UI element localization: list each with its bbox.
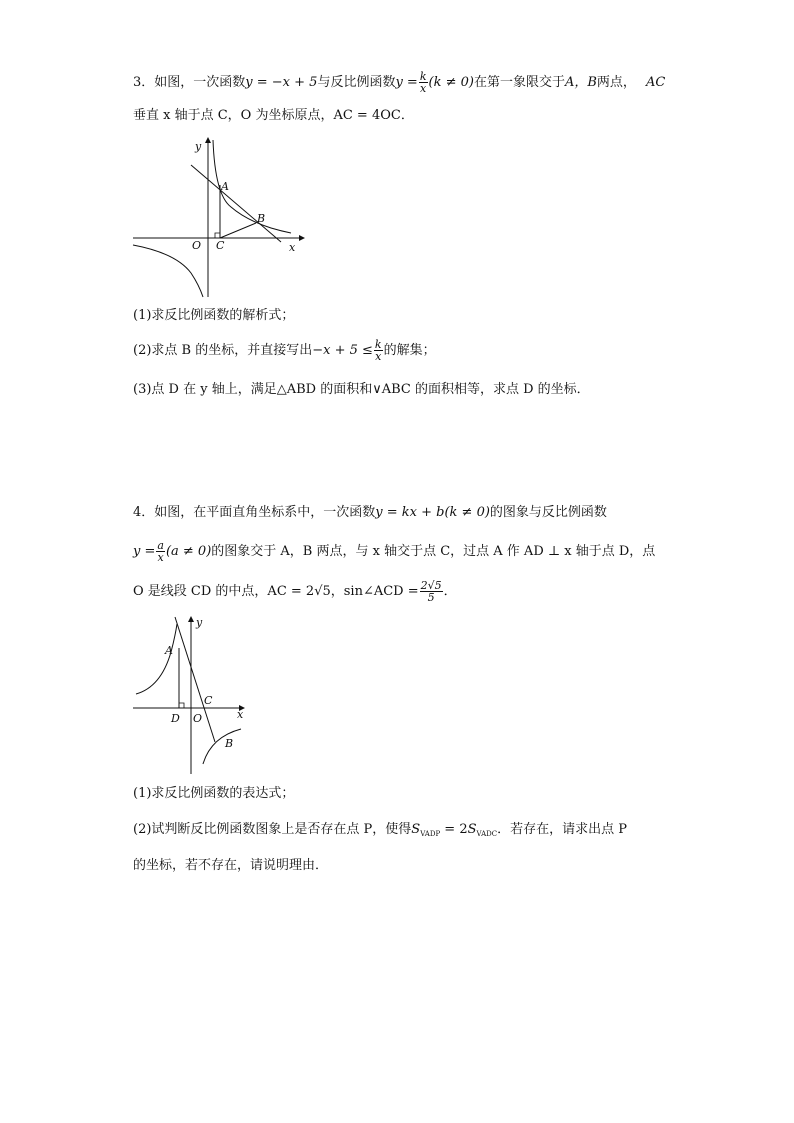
p3-frac-den: x — [420, 82, 427, 95]
p3-label-O: O — [192, 239, 202, 252]
p3-q2 — [133, 339, 436, 362]
p4-eq1: y = kx + b(k ≠ 0) — [375, 505, 490, 520]
p3-q2-frac-den: x — [375, 350, 382, 363]
p3-hyperbola-q3 — [133, 245, 203, 297]
p4-frac-num: a — [157, 539, 164, 552]
p3-right-angle-icon — [215, 233, 220, 238]
p3-text-f: AC — [645, 75, 666, 90]
p3-q2-text-b: 的解集； — [383, 343, 436, 358]
p4-hyperbola-q4 — [203, 729, 241, 764]
p4-frac2 — [420, 580, 443, 603]
p3-q2-eq: −x + 5 ≤ — [312, 343, 373, 358]
p4-frac2-den: 5 — [427, 591, 435, 604]
p4-frac-den: x — [157, 551, 164, 564]
p4-q2-text-b: ．若存在，请求出点 P — [497, 822, 628, 837]
p4-label-O: O — [193, 712, 203, 725]
p4-q2-text-a: (2)试判断反比例函数图象上是否存在点 P，使得 — [133, 822, 412, 837]
p3-text-e: 两点， — [596, 75, 636, 90]
p3-label-B: B — [257, 212, 266, 225]
p3-text-c: 在第一象限交于 — [473, 75, 565, 90]
p4-label-C: C — [204, 694, 213, 707]
p4-q1: (1)求反比例函数的表达式； — [133, 786, 295, 801]
p3-q2-frac-num: k — [374, 338, 382, 351]
p3-frac-num: k — [419, 70, 427, 83]
p3-label-y: y — [195, 140, 202, 153]
p4-q2-S1-sub: VADP — [420, 830, 441, 838]
p4-text-b2: 的图象交于 A，B 两点，与 x 轴交于点 C，过点 A 作 AD ⊥ x 轴于点 D，点 — [211, 544, 656, 559]
p4-label-y: y — [196, 616, 203, 629]
p4-q2 — [133, 820, 627, 844]
p3-cond: (k ≠ 0) — [428, 75, 474, 90]
p4-frac — [156, 540, 165, 563]
p3-frac — [419, 71, 428, 94]
p4-eq2-lhs: y = — [133, 544, 156, 559]
p3-segment-CB — [220, 223, 256, 238]
p3-text-b: 与反比例函数 — [317, 75, 396, 90]
p3-label-A: A — [221, 180, 229, 193]
p3-q2-frac — [374, 339, 383, 362]
p3-label-x: x — [289, 241, 296, 254]
p4-text-c: O 是线段 CD 的中点，AC = 2√5，sin∠ACD = — [133, 584, 419, 599]
p4-q2-S2: S — [467, 822, 477, 837]
p4-text-b: 的图象与反比例函数 — [489, 505, 607, 520]
p4-line3 — [133, 580, 457, 603]
p4-q2-line2: 的坐标，若不存在，请说明理由． — [133, 858, 329, 873]
p4-q2-S2-sub: VADC — [476, 830, 498, 838]
p4-label-D: D — [171, 712, 180, 725]
p4-text-a: 4．如图，在平面直角坐标系中，一次函数 — [133, 505, 376, 520]
p3-line-yx5 — [191, 165, 281, 242]
p3-line2: 垂直 x 轴于点 C，O 为坐标原点，AC = 4OC． — [133, 108, 414, 123]
p3-q1: (1)求反比例函数的解析式； — [133, 308, 295, 323]
p3-line1 — [133, 71, 665, 94]
p3-eq1: y = −x + 5 — [245, 75, 318, 90]
p4-text-d: ． — [443, 584, 457, 599]
p4-line2 — [133, 540, 655, 563]
p4-label-A: A — [165, 644, 173, 657]
p3-q3: (3)点 D 在 y 轴上，满足△ABD 的面积和∨ABC 的面积相等，求点 D 的坐标． — [133, 382, 590, 397]
p4-q2-mid: = 2 — [440, 822, 468, 837]
p3-y-arrow-icon — [205, 137, 211, 143]
p4-figure — [131, 612, 251, 777]
p3-q2-text-a: (2)求点 B 的坐标，并直接写出 — [133, 343, 313, 358]
p4-line1 — [133, 503, 607, 523]
p4-hyperbola-q2 — [136, 624, 177, 694]
p3-label-C: C — [216, 239, 225, 252]
p4-right-angle-icon — [179, 703, 184, 708]
p3-text-d: A，B — [564, 75, 597, 90]
p4-q2-S1: S — [411, 822, 421, 837]
p4-cond: (a ≠ 0) — [165, 544, 212, 559]
p3-x-arrow-icon — [299, 235, 305, 241]
p3-eq2-lhs: y = — [395, 75, 418, 90]
p3-figure — [131, 135, 306, 300]
p4-frac2-num: 2√5 — [420, 579, 442, 592]
p4-label-B: B — [225, 737, 234, 750]
p3-text-a: 3．如图，一次函数 — [133, 75, 246, 90]
p4-y-arrow-icon — [188, 616, 194, 622]
p4-label-x: x — [237, 708, 244, 721]
